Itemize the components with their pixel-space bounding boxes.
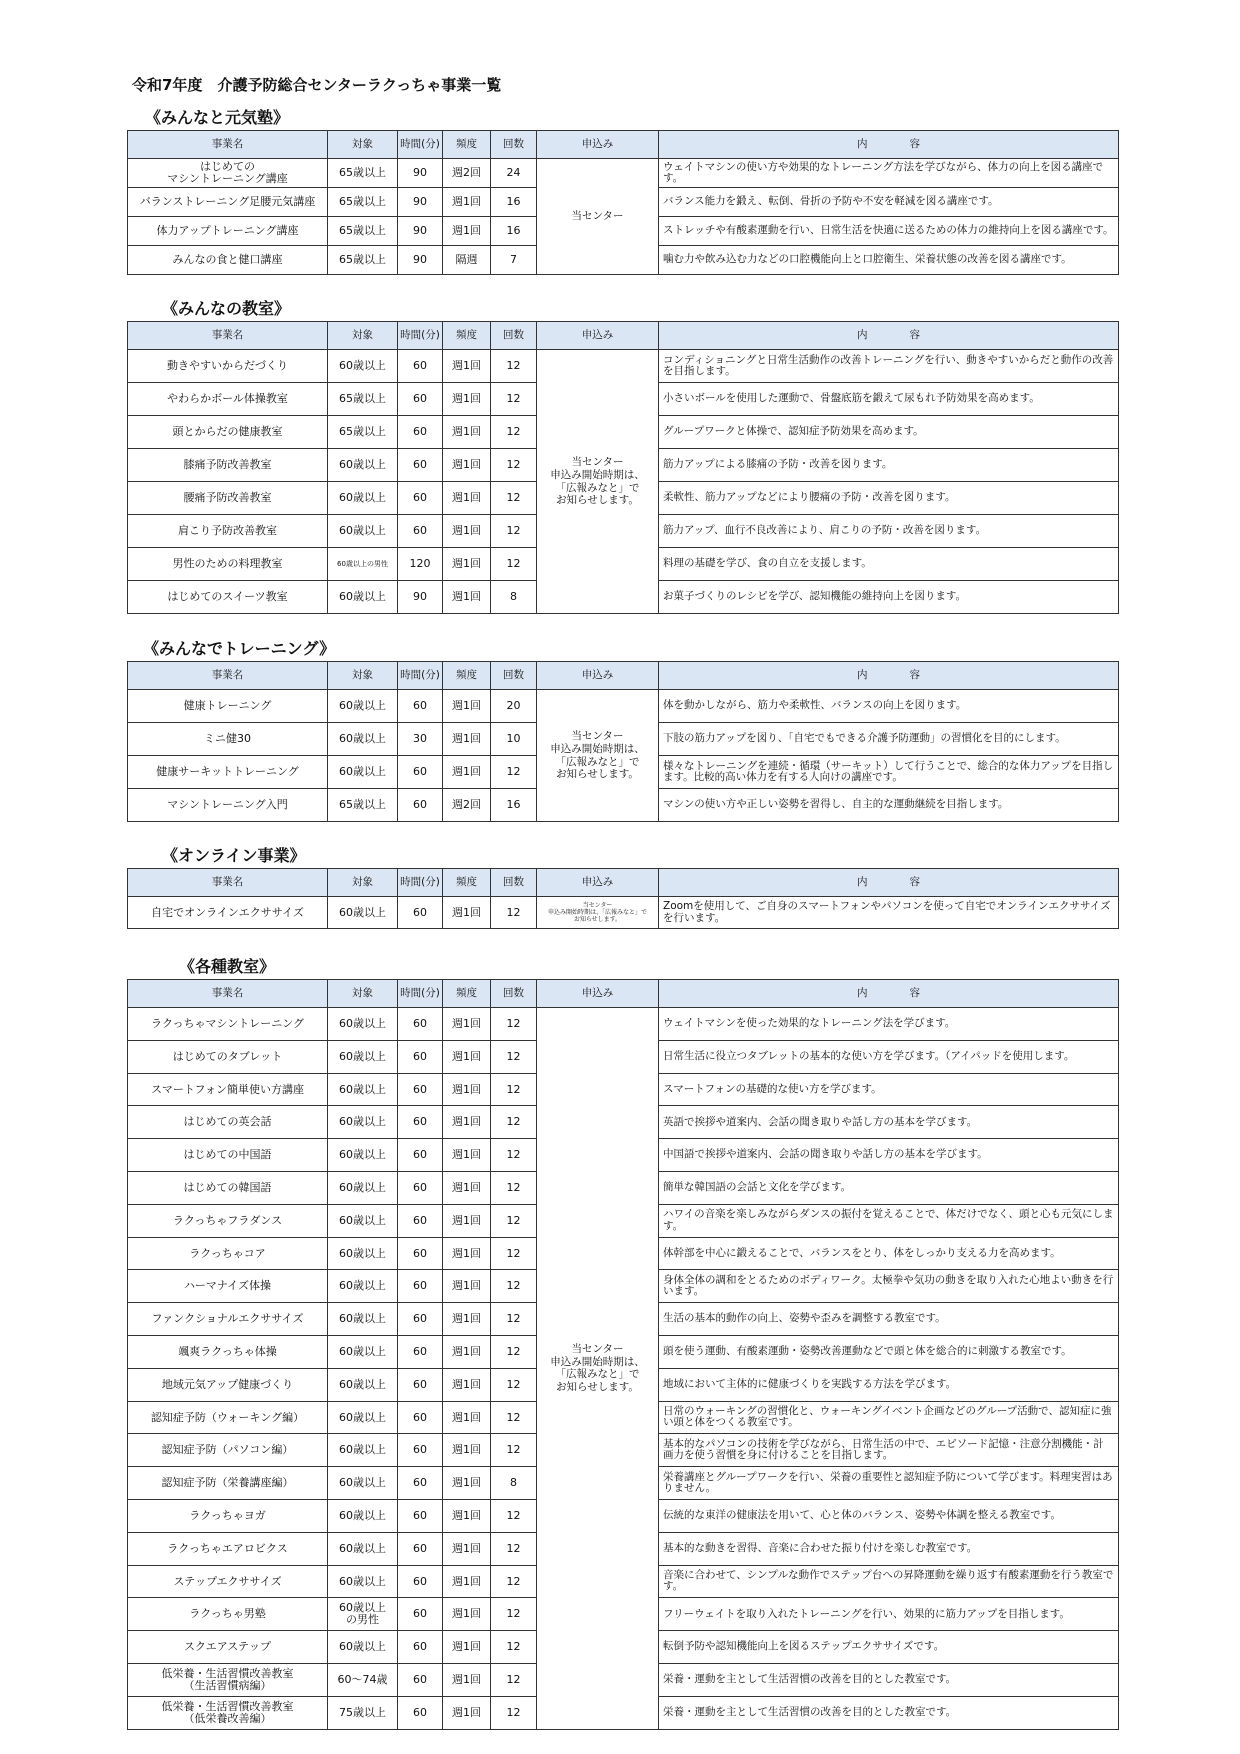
- cell-count: 8: [491, 581, 537, 614]
- column-header-target: 対象: [328, 662, 398, 690]
- cell-target: 60歳以上: [328, 1040, 398, 1073]
- program-table: [127, 661, 1119, 822]
- cell-time: 60: [398, 1532, 443, 1565]
- cell-count: 12: [491, 1073, 537, 1106]
- column-header-count: 回数: [491, 662, 537, 690]
- cell-name: ファンクショナルエクササイズ: [128, 1303, 328, 1336]
- table-header-row: [128, 980, 1119, 1008]
- cell-desc: お菓子づくりのレシピを学び、認知機能の維持向上を図ります。: [659, 581, 1119, 614]
- cell-count: 12: [491, 1631, 537, 1664]
- table-row: [128, 350, 1119, 383]
- cell-count: 12: [491, 1499, 537, 1532]
- section-heading: 《みんなでトレーニング》: [143, 639, 336, 658]
- cell-name: はじめての韓国語: [128, 1171, 328, 1204]
- cell-desc: 音楽に合わせて、シンプルな動作でステップ台への昇降運動を繰り返す有酸素運動を行う教室です。: [659, 1565, 1119, 1598]
- column-header-desc: 内 容: [659, 662, 1119, 690]
- cell-name: 認知症予防（パソコン編）: [128, 1434, 328, 1467]
- cell-desc: バランス能力を鍛え、転倒、骨折の予防や不安を軽減を図る講座です。: [659, 188, 1119, 217]
- cell-name: 低栄養・生活習慣改善教室 （生活習慣病編）: [128, 1663, 328, 1696]
- column-header-target: 対象: [328, 322, 398, 350]
- cell-freq: 週1回: [443, 482, 491, 515]
- cell-time: 90: [398, 246, 443, 275]
- column-header-count: 回数: [491, 131, 537, 159]
- cell-target: 65歳以上: [328, 416, 398, 449]
- cell-freq: 週1回: [443, 1171, 491, 1204]
- cell-count: 20: [491, 690, 537, 723]
- cell-count: 12: [491, 383, 537, 416]
- cell-name: 膝痛予防改善教室: [128, 449, 328, 482]
- cell-count: 12: [491, 350, 537, 383]
- cell-desc: ウェイトマシンを使った効果的なトレーニング法を学びます。: [659, 1008, 1119, 1041]
- cell-desc: スマートフォンの基礎的な使い方を学びます。: [659, 1073, 1119, 1106]
- cell-desc: 柔軟性、筋力アップなどにより腰痛の予防・改善を図ります。: [659, 482, 1119, 515]
- cell-freq: 週1回: [443, 1565, 491, 1598]
- cell-time: 60: [398, 690, 443, 723]
- cell-time: 60: [398, 416, 443, 449]
- cell-count: 12: [491, 756, 537, 789]
- cell-time: 60: [398, 1171, 443, 1204]
- cell-desc: 頭を使う運動、有酸素運動・姿勢改善運動などで頭と体を総合的に刺激する教室です。: [659, 1335, 1119, 1368]
- cell-target: 65歳以上: [328, 159, 398, 188]
- cell-name: ラクっちゃエアロビクス: [128, 1532, 328, 1565]
- cell-desc: グループワークと体操で、認知症予防効果を高めます。: [659, 416, 1119, 449]
- cell-name: 頭とからだの健康教室: [128, 416, 328, 449]
- program-table: [127, 321, 1119, 614]
- cell-name: はじめての英会話: [128, 1106, 328, 1139]
- cell-name: マシントレーニング入門: [128, 789, 328, 822]
- cell-time: 60: [398, 1106, 443, 1139]
- cell-desc: 栄養・運動を主として生活習慣の改善を目的とした教室です。: [659, 1663, 1119, 1696]
- cell-desc: 基本的なパソコンの技術を学びながら、日常生活の中で、エピソード記憶・注意分割機能・計画力を使う習慣を身に付けることを目指します。: [659, 1434, 1119, 1467]
- cell-target: 60歳以上: [328, 482, 398, 515]
- cell-desc: 体を動かしながら、筋力や柔軟性、バランスの向上を図ります。: [659, 690, 1119, 723]
- cell-time: 60: [398, 1040, 443, 1073]
- cell-target: 60歳以上: [328, 1434, 398, 1467]
- cell-target: 65歳以上: [328, 217, 398, 246]
- column-header-name: 事業名: [128, 980, 328, 1008]
- column-header-freq: 頻度: [443, 869, 491, 897]
- apply-cell: 当センター: [537, 159, 659, 275]
- cell-desc: ウェイトマシンの使い方や効果的なトレーニング方法を学びながら、体力の向上を図る講座です。: [659, 159, 1119, 188]
- cell-desc: ハワイの音楽を楽しみながらダンスの振付を覚えることで、体だけでなく、頭と心も元気にします。: [659, 1204, 1119, 1237]
- cell-desc: 栄養・運動を主として生活習慣の改善を目的とした教室です。: [659, 1696, 1119, 1729]
- cell-name: スマートフォン簡単使い方講座: [128, 1073, 328, 1106]
- cell-name: 颯爽ラクっちゃ体操: [128, 1335, 328, 1368]
- cell-desc: 伝統的な東洋の健康法を用いて、心と体のバランス、姿勢や体調を整える教室です。: [659, 1499, 1119, 1532]
- cell-target: 60歳以上: [328, 515, 398, 548]
- cell-name: やわらかボール体操教室: [128, 383, 328, 416]
- cell-desc: ストレッチや有酸素運動を行い、日常生活を快適に送るための体力の維持向上を図る講座です。: [659, 217, 1119, 246]
- cell-desc: 噛む力や飲み込む力などの口腔機能向上と口腔衛生、栄養状態の改善を図る講座です。: [659, 246, 1119, 275]
- cell-desc: 地域において主体的に健康づくりを実践する方法を学びます。: [659, 1368, 1119, 1401]
- section-heading: 《オンライン事業》: [162, 846, 306, 865]
- cell-name: 自宅でオンラインエクササイズ: [128, 897, 328, 929]
- cell-desc: 下肢の筋力アップを図り、「自宅でもできる介護予防運動」の習慣化を目的にします。: [659, 723, 1119, 756]
- cell-name: みんなの食と健口講座: [128, 246, 328, 275]
- cell-name: 健康トレーニング: [128, 690, 328, 723]
- cell-desc: Zoomを使用して、ご自身のスマートフォンやパソコンを使って自宅でオンラインエクササイズを行います。: [659, 897, 1119, 929]
- column-header-time: 時間(分): [398, 980, 443, 1008]
- section-heading: 《みんなと元気塾》: [145, 108, 290, 127]
- cell-time: 60: [398, 1467, 443, 1500]
- cell-freq: 週1回: [443, 1663, 491, 1696]
- cell-time: 60: [398, 449, 443, 482]
- column-header-desc: 内 容: [659, 131, 1119, 159]
- cell-count: 12: [491, 1270, 537, 1303]
- cell-time: 90: [398, 188, 443, 217]
- cell-target: 65歳以上: [328, 383, 398, 416]
- cell-time: 60: [398, 515, 443, 548]
- cell-time: 60: [398, 383, 443, 416]
- cell-time: 60: [398, 1434, 443, 1467]
- column-header-apply: 申込み: [537, 869, 659, 897]
- cell-target: 60歳以上: [328, 1631, 398, 1664]
- column-header-time: 時間(分): [398, 869, 443, 897]
- cell-count: 12: [491, 1040, 537, 1073]
- cell-target: 60歳以上: [328, 1171, 398, 1204]
- cell-name: はじめてのタブレット: [128, 1040, 328, 1073]
- cell-freq: 週1回: [443, 1467, 491, 1500]
- cell-name: はじめての中国語: [128, 1139, 328, 1172]
- cell-desc: 体幹部を中心に鍛えることで、バランスをとり、体をしっかり支える力を高めます。: [659, 1237, 1119, 1270]
- cell-freq: 週1回: [443, 1040, 491, 1073]
- cell-desc: 日常生活に役立つタブレットの基本的な使い方を学びます。（アイパッドを使用します。: [659, 1040, 1119, 1073]
- cell-target: 65歳以上: [328, 188, 398, 217]
- column-header-count: 回数: [491, 980, 537, 1008]
- cell-count: 12: [491, 1565, 537, 1598]
- cell-count: 8: [491, 1467, 537, 1500]
- cell-freq: 週1回: [443, 1335, 491, 1368]
- cell-count: 12: [491, 1598, 537, 1631]
- column-header-target: 対象: [328, 869, 398, 897]
- cell-desc: 小さいボールを使用した運動で、骨盤底筋を鍛えて尿もれ予防効果を高めます。: [659, 383, 1119, 416]
- cell-time: 60: [398, 350, 443, 383]
- cell-freq: 週1回: [443, 515, 491, 548]
- cell-time: 60: [398, 1303, 443, 1336]
- cell-time: 60: [398, 1663, 443, 1696]
- cell-freq: 週1回: [443, 548, 491, 581]
- cell-time: 60: [398, 1139, 443, 1172]
- cell-target: 60歳以上: [328, 1237, 398, 1270]
- cell-count: 12: [491, 1696, 537, 1729]
- column-header-time: 時間(分): [398, 322, 443, 350]
- cell-count: 16: [491, 789, 537, 822]
- cell-target: 60歳以上: [328, 449, 398, 482]
- column-header-name: 事業名: [128, 131, 328, 159]
- cell-freq: 週1回: [443, 1008, 491, 1041]
- cell-time: 60: [398, 1401, 443, 1434]
- cell-name: はじめてのスイーツ教室: [128, 581, 328, 614]
- document-title: 令和7年度 介護予防総合センターラクっちゃ事業一覧: [132, 76, 502, 94]
- cell-desc: コンディショニングと日常生活動作の改善トレーニングを行い、動きやすいからだと動作の改善を目指します。: [659, 350, 1119, 383]
- cell-desc: 生活の基本的動作の向上、姿勢や歪みを調整する教室です。: [659, 1303, 1119, 1336]
- cell-count: 10: [491, 723, 537, 756]
- cell-count: 12: [491, 416, 537, 449]
- cell-count: 12: [491, 515, 537, 548]
- table-header-row: [128, 322, 1119, 350]
- cell-time: 60: [398, 1073, 443, 1106]
- cell-freq: 週1回: [443, 1532, 491, 1565]
- cell-target: 60歳以上: [328, 581, 398, 614]
- column-header-time: 時間(分): [398, 662, 443, 690]
- cell-count: 24: [491, 159, 537, 188]
- cell-count: 12: [491, 1106, 537, 1139]
- cell-count: 12: [491, 548, 537, 581]
- cell-freq: 週1回: [443, 1073, 491, 1106]
- cell-freq: 週1回: [443, 1303, 491, 1336]
- table-row: [128, 690, 1119, 723]
- cell-time: 60: [398, 1598, 443, 1631]
- column-header-name: 事業名: [128, 662, 328, 690]
- table-header-row: [128, 131, 1119, 159]
- cell-count: 12: [491, 1303, 537, 1336]
- cell-freq: 週2回: [443, 789, 491, 822]
- program-table: [127, 868, 1119, 929]
- cell-target: 60歳以上: [328, 1532, 398, 1565]
- cell-freq: 隔週: [443, 246, 491, 275]
- cell-time: 90: [398, 217, 443, 246]
- cell-time: 60: [398, 1696, 443, 1729]
- column-header-freq: 頻度: [443, 131, 491, 159]
- cell-target: 60歳以上: [328, 1139, 398, 1172]
- cell-target: 60歳以上の男性: [328, 548, 398, 581]
- table-header-row: [128, 869, 1119, 897]
- cell-freq: 週1回: [443, 1401, 491, 1434]
- cell-time: 60: [398, 1204, 443, 1237]
- cell-count: 12: [491, 482, 537, 515]
- column-header-target: 対象: [328, 131, 398, 159]
- cell-freq: 週1回: [443, 723, 491, 756]
- cell-target: 75歳以上: [328, 1696, 398, 1729]
- cell-freq: 週1回: [443, 1139, 491, 1172]
- cell-name: 体力アップトレーニング講座: [128, 217, 328, 246]
- cell-name: はじめての マシントレーニング講座: [128, 159, 328, 188]
- column-header-apply: 申込み: [537, 662, 659, 690]
- cell-target: 65歳以上: [328, 789, 398, 822]
- cell-count: 12: [491, 1171, 537, 1204]
- cell-desc: 筋力アップ、血行不良改善により、肩こりの予防・改善を図ります。: [659, 515, 1119, 548]
- cell-desc: 料理の基礎を学び、食の自立を支援します。: [659, 548, 1119, 581]
- cell-count: 12: [491, 1368, 537, 1401]
- cell-desc: 様々なトレーニングを連続・循環（サーキット）して行うことで、総合的な体力アップを目指します。比較的高い体力を有する人向けの講座です。: [659, 756, 1119, 789]
- cell-time: 60: [398, 1368, 443, 1401]
- cell-target: 60歳以上: [328, 1204, 398, 1237]
- cell-count: 12: [491, 1237, 537, 1270]
- cell-time: 60: [398, 756, 443, 789]
- cell-desc: 英語で挨拶や道案内、会話の聞き取りや話し方の基本を学びます。: [659, 1106, 1119, 1139]
- column-header-freq: 頻度: [443, 322, 491, 350]
- cell-count: 12: [491, 1663, 537, 1696]
- cell-name: バランストレーニング足腰元気講座: [128, 188, 328, 217]
- cell-target: 60歳以上: [328, 723, 398, 756]
- cell-count: 12: [491, 1434, 537, 1467]
- cell-time: 60: [398, 897, 443, 929]
- cell-time: 60: [398, 1565, 443, 1598]
- cell-freq: 週1回: [443, 897, 491, 929]
- cell-count: 7: [491, 246, 537, 275]
- cell-time: 60: [398, 482, 443, 515]
- cell-freq: 週1回: [443, 1499, 491, 1532]
- cell-freq: 週1回: [443, 449, 491, 482]
- apply-cell: 当センター 申込み開始時期は、 「広報みなと」で お知らせします。: [537, 1008, 659, 1730]
- cell-target: 60歳以上: [328, 756, 398, 789]
- cell-name: ハーマナイズ体操: [128, 1270, 328, 1303]
- section-heading: 《みんなの教室》: [162, 299, 291, 318]
- cell-time: 60: [398, 1270, 443, 1303]
- cell-time: 60: [398, 789, 443, 822]
- cell-name: ラクっちゃコア: [128, 1237, 328, 1270]
- column-header-desc: 内 容: [659, 322, 1119, 350]
- table-header-row: [128, 662, 1119, 690]
- cell-count: 12: [491, 449, 537, 482]
- column-header-freq: 頻度: [443, 662, 491, 690]
- column-header-desc: 内 容: [659, 869, 1119, 897]
- cell-time: 60: [398, 1237, 443, 1270]
- cell-name: ラクっちゃフラダンス: [128, 1204, 328, 1237]
- cell-name: 健康サーキットトレーニング: [128, 756, 328, 789]
- column-header-apply: 申込み: [537, 131, 659, 159]
- cell-freq: 週1回: [443, 1106, 491, 1139]
- cell-freq: 週1回: [443, 383, 491, 416]
- cell-target: 60歳以上: [328, 1270, 398, 1303]
- table-row: [128, 159, 1119, 188]
- cell-name: 低栄養・生活習慣改善教室 （低栄養改善編）: [128, 1696, 328, 1729]
- cell-target: 60歳以上: [328, 1499, 398, 1532]
- cell-target: 60歳以上: [328, 1073, 398, 1106]
- cell-freq: 週1回: [443, 1696, 491, 1729]
- cell-target: 60歳以上: [328, 1467, 398, 1500]
- cell-desc: 簡単な韓国語の会話と文化を学びます。: [659, 1171, 1119, 1204]
- cell-name: 腰痛予防改善教室: [128, 482, 328, 515]
- cell-freq: 週1回: [443, 1368, 491, 1401]
- cell-count: 12: [491, 897, 537, 929]
- cell-target: 60歳以上: [328, 1401, 398, 1434]
- cell-name: 認知症予防（ウォーキング編）: [128, 1401, 328, 1434]
- cell-time: 60: [398, 1499, 443, 1532]
- cell-name: ラクっちゃヨガ: [128, 1499, 328, 1532]
- column-header-count: 回数: [491, 322, 537, 350]
- apply-cell: 当センター 申込み開始時期は、「広報みなと」で お知らせします。: [537, 897, 659, 929]
- apply-cell: 当センター 申込み開始時期は、 「広報みなと」で お知らせします。: [537, 350, 659, 614]
- cell-freq: 週1回: [443, 188, 491, 217]
- cell-time: 90: [398, 581, 443, 614]
- cell-target: 60歳以上: [328, 1008, 398, 1041]
- cell-name: ラクっちゃ男塾: [128, 1598, 328, 1631]
- cell-name: ミニ健30: [128, 723, 328, 756]
- cell-count: 12: [491, 1335, 537, 1368]
- cell-target: 60歳以上 の男性: [328, 1598, 398, 1631]
- program-table: [127, 979, 1119, 1730]
- column-header-name: 事業名: [128, 322, 328, 350]
- cell-name: ラクっちゃマシントレーニング: [128, 1008, 328, 1041]
- cell-name: 肩こり予防改善教室: [128, 515, 328, 548]
- column-header-count: 回数: [491, 869, 537, 897]
- cell-target: 60歳以上: [328, 350, 398, 383]
- cell-desc: 身体全体の調和をとるためのボディワーク。太極拳や気功の動きを取り入れた心地よい動きを行います。: [659, 1270, 1119, 1303]
- cell-count: 12: [491, 1204, 537, 1237]
- cell-freq: 週1回: [443, 1237, 491, 1270]
- cell-desc: 基本的な動きを習得、音楽に合わせた振り付けを楽しむ教室です。: [659, 1532, 1119, 1565]
- cell-desc: マシンの使い方や正しい姿勢を習得し、自主的な運動継続を目指します。: [659, 789, 1119, 822]
- cell-freq: 週1回: [443, 1270, 491, 1303]
- cell-count: 16: [491, 217, 537, 246]
- table-row: [128, 897, 1119, 929]
- cell-target: 60歳以上: [328, 690, 398, 723]
- cell-time: 60: [398, 1335, 443, 1368]
- column-header-time: 時間(分): [398, 131, 443, 159]
- section-heading: 《各種教室》: [179, 957, 276, 976]
- cell-count: 12: [491, 1008, 537, 1041]
- cell-desc: フリーウェイトを取り入れたトレーニングを行い、効果的に筋力アップを目指します。: [659, 1598, 1119, 1631]
- cell-desc: 転倒予防や認知機能向上を図るステップエクササイズです。: [659, 1631, 1119, 1664]
- cell-name: 地域元気アップ健康づくり: [128, 1368, 328, 1401]
- cell-target: 60歳以上: [328, 1335, 398, 1368]
- cell-freq: 週1回: [443, 1631, 491, 1664]
- cell-name: スクエアステップ: [128, 1631, 328, 1664]
- cell-target: 60歳以上: [328, 1106, 398, 1139]
- cell-count: 12: [491, 1532, 537, 1565]
- cell-desc: 中国語で挨拶や道案内、会話の聞き取りや話し方の基本を学びます。: [659, 1139, 1119, 1172]
- cell-freq: 週1回: [443, 1598, 491, 1631]
- cell-desc: 筋力アップによる膝痛の予防・改善を図ります。: [659, 449, 1119, 482]
- column-header-name: 事業名: [128, 869, 328, 897]
- column-header-desc: 内 容: [659, 980, 1119, 1008]
- cell-count: 12: [491, 1139, 537, 1172]
- cell-time: 90: [398, 159, 443, 188]
- column-header-apply: 申込み: [537, 980, 659, 1008]
- cell-target: 60歳以上: [328, 1368, 398, 1401]
- column-header-freq: 頻度: [443, 980, 491, 1008]
- cell-freq: 週1回: [443, 350, 491, 383]
- cell-desc: 日常のウォーキングの習慣化と、ウォーキングイベント企画などのグループ活動で、認知症に強い頭と体をつくる教室です。: [659, 1401, 1119, 1434]
- cell-count: 12: [491, 1401, 537, 1434]
- column-header-apply: 申込み: [537, 322, 659, 350]
- cell-freq: 週1回: [443, 1204, 491, 1237]
- cell-target: 60～74歳: [328, 1663, 398, 1696]
- cell-name: 男性のための料理教室: [128, 548, 328, 581]
- cell-name: ステップエクササイズ: [128, 1565, 328, 1598]
- cell-freq: 週1回: [443, 756, 491, 789]
- cell-freq: 週1回: [443, 416, 491, 449]
- cell-target: 65歳以上: [328, 246, 398, 275]
- cell-freq: 週1回: [443, 581, 491, 614]
- cell-freq: 週1回: [443, 690, 491, 723]
- cell-count: 16: [491, 188, 537, 217]
- cell-time: 60: [398, 1631, 443, 1664]
- cell-desc: 栄養講座とグループワークを行い、栄養の重要性と認知症予防について学びます。料理実習はありません。: [659, 1467, 1119, 1500]
- cell-target: 60歳以上: [328, 897, 398, 929]
- cell-freq: 週1回: [443, 1434, 491, 1467]
- cell-name: 認知症予防（栄養講座編）: [128, 1467, 328, 1500]
- cell-time: 60: [398, 1008, 443, 1041]
- program-table: [127, 130, 1119, 275]
- cell-freq: 週1回: [443, 217, 491, 246]
- table-row: [128, 1008, 1119, 1041]
- cell-freq: 週2回: [443, 159, 491, 188]
- column-header-target: 対象: [328, 980, 398, 1008]
- apply-cell: 当センター 申込み開始時期は、 「広報みなと」で お知らせします。: [537, 690, 659, 822]
- cell-target: 60歳以上: [328, 1303, 398, 1336]
- cell-time: 30: [398, 723, 443, 756]
- cell-name: 動きやすいからだづくり: [128, 350, 328, 383]
- cell-time: 120: [398, 548, 443, 581]
- cell-target: 60歳以上: [328, 1565, 398, 1598]
